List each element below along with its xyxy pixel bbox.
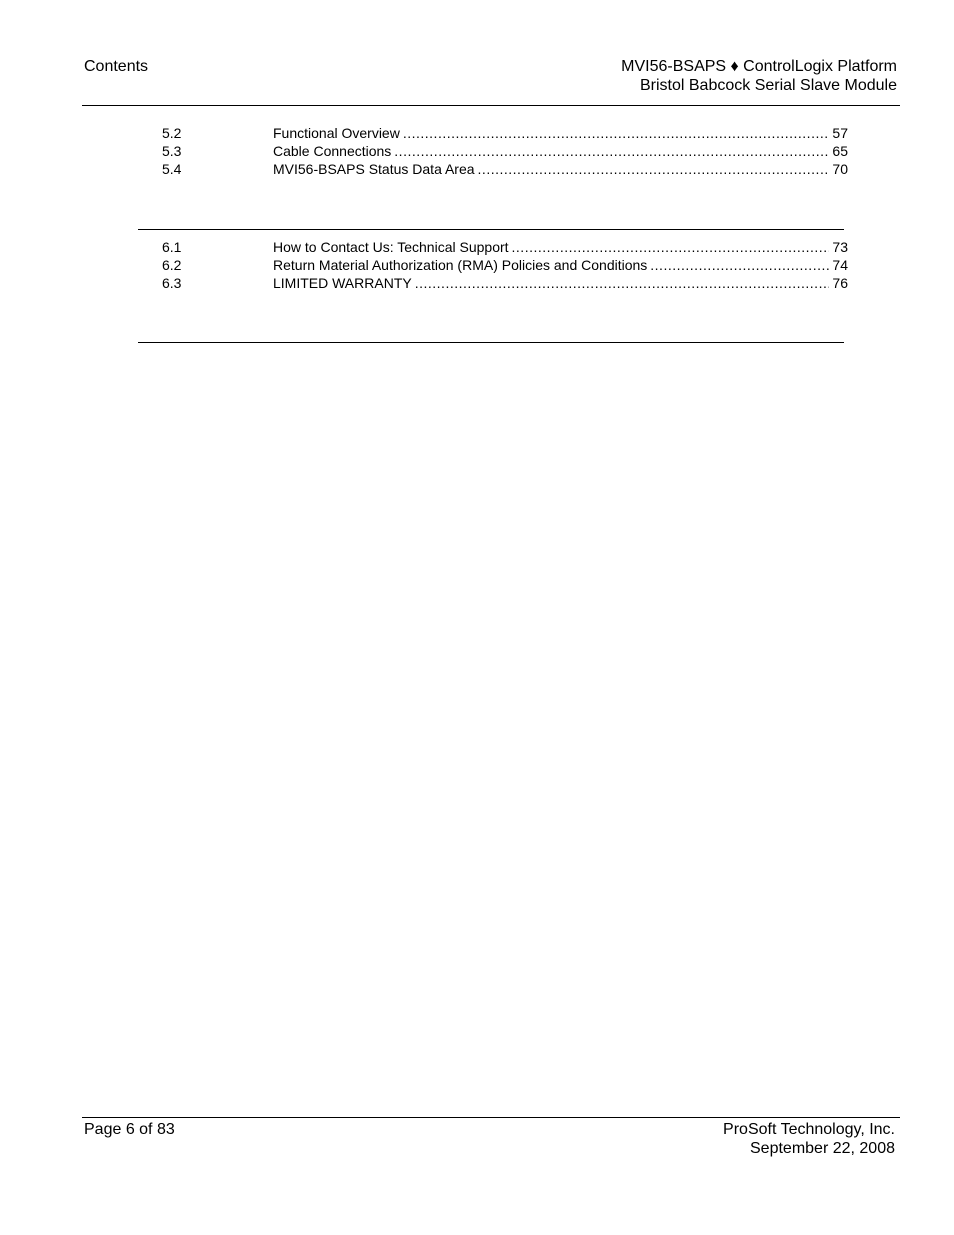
toc-entry-title[interactable]: MVI56-BSAPS Status Data Area xyxy=(273,161,475,177)
toc-entry-title[interactable]: LIMITED WARRANTY xyxy=(273,275,412,291)
toc-dot-leader xyxy=(512,238,830,256)
toc-entry-number: 5.2 xyxy=(162,125,182,141)
toc-entry-page[interactable]: 73 xyxy=(832,239,848,255)
toc-entry-page[interactable]: 57 xyxy=(832,125,848,141)
toc-entry[interactable] xyxy=(0,274,954,292)
footer-company: ProSoft Technology, Inc. xyxy=(723,1121,895,1138)
toc-entry-title[interactable]: Cable Connections xyxy=(273,143,392,159)
toc-group-6 xyxy=(0,238,954,292)
toc-entry[interactable] xyxy=(0,238,954,256)
section-divider xyxy=(138,342,844,343)
toc-entry-number: 6.1 xyxy=(162,239,182,255)
section-divider xyxy=(138,229,844,230)
toc-entry-title[interactable]: Return Material Authorization (RMA) Policies and Conditions xyxy=(273,257,648,273)
header-title-line-1: MVI56-BSAPS ♦ ControlLogix Platform xyxy=(621,58,897,75)
footer-date: September 22, 2008 xyxy=(750,1140,895,1157)
header-title-line-2: Bristol Babcock Serial Slave Module xyxy=(639,77,897,94)
footer-divider xyxy=(82,1117,900,1118)
toc-entry-number: 5.4 xyxy=(162,161,182,177)
toc-dot-leader xyxy=(403,124,830,142)
toc-entry[interactable] xyxy=(0,142,954,160)
toc-dot-leader xyxy=(650,256,829,274)
toc-entry-page[interactable]: 70 xyxy=(832,161,848,177)
toc-entry[interactable] xyxy=(0,160,954,178)
toc-entry[interactable] xyxy=(0,256,954,274)
toc-entry-title[interactable]: Functional Overview xyxy=(273,125,400,141)
toc-entry[interactable] xyxy=(0,124,954,142)
header-document-title xyxy=(621,57,897,95)
toc-entry-number: 5.3 xyxy=(162,143,182,159)
header-divider xyxy=(82,105,900,106)
footer-page-number: Page 6 of 83 xyxy=(84,1121,175,1138)
toc-group-5 xyxy=(0,124,954,178)
header-section-label: Contents xyxy=(84,58,149,75)
footer-publisher xyxy=(723,1120,895,1158)
toc-entry-page[interactable]: 74 xyxy=(832,257,848,273)
toc-dot-leader xyxy=(415,274,830,292)
toc-entry-page[interactable]: 65 xyxy=(832,143,848,159)
toc-entry-page[interactable]: 76 xyxy=(832,275,848,291)
toc-entry-number: 6.2 xyxy=(162,257,182,273)
toc-entry-title[interactable]: How to Contact Us: Technical Support xyxy=(273,239,509,255)
toc-dot-leader xyxy=(394,142,829,160)
toc-dot-leader xyxy=(478,160,830,178)
toc-entry-number: 6.3 xyxy=(162,275,182,291)
